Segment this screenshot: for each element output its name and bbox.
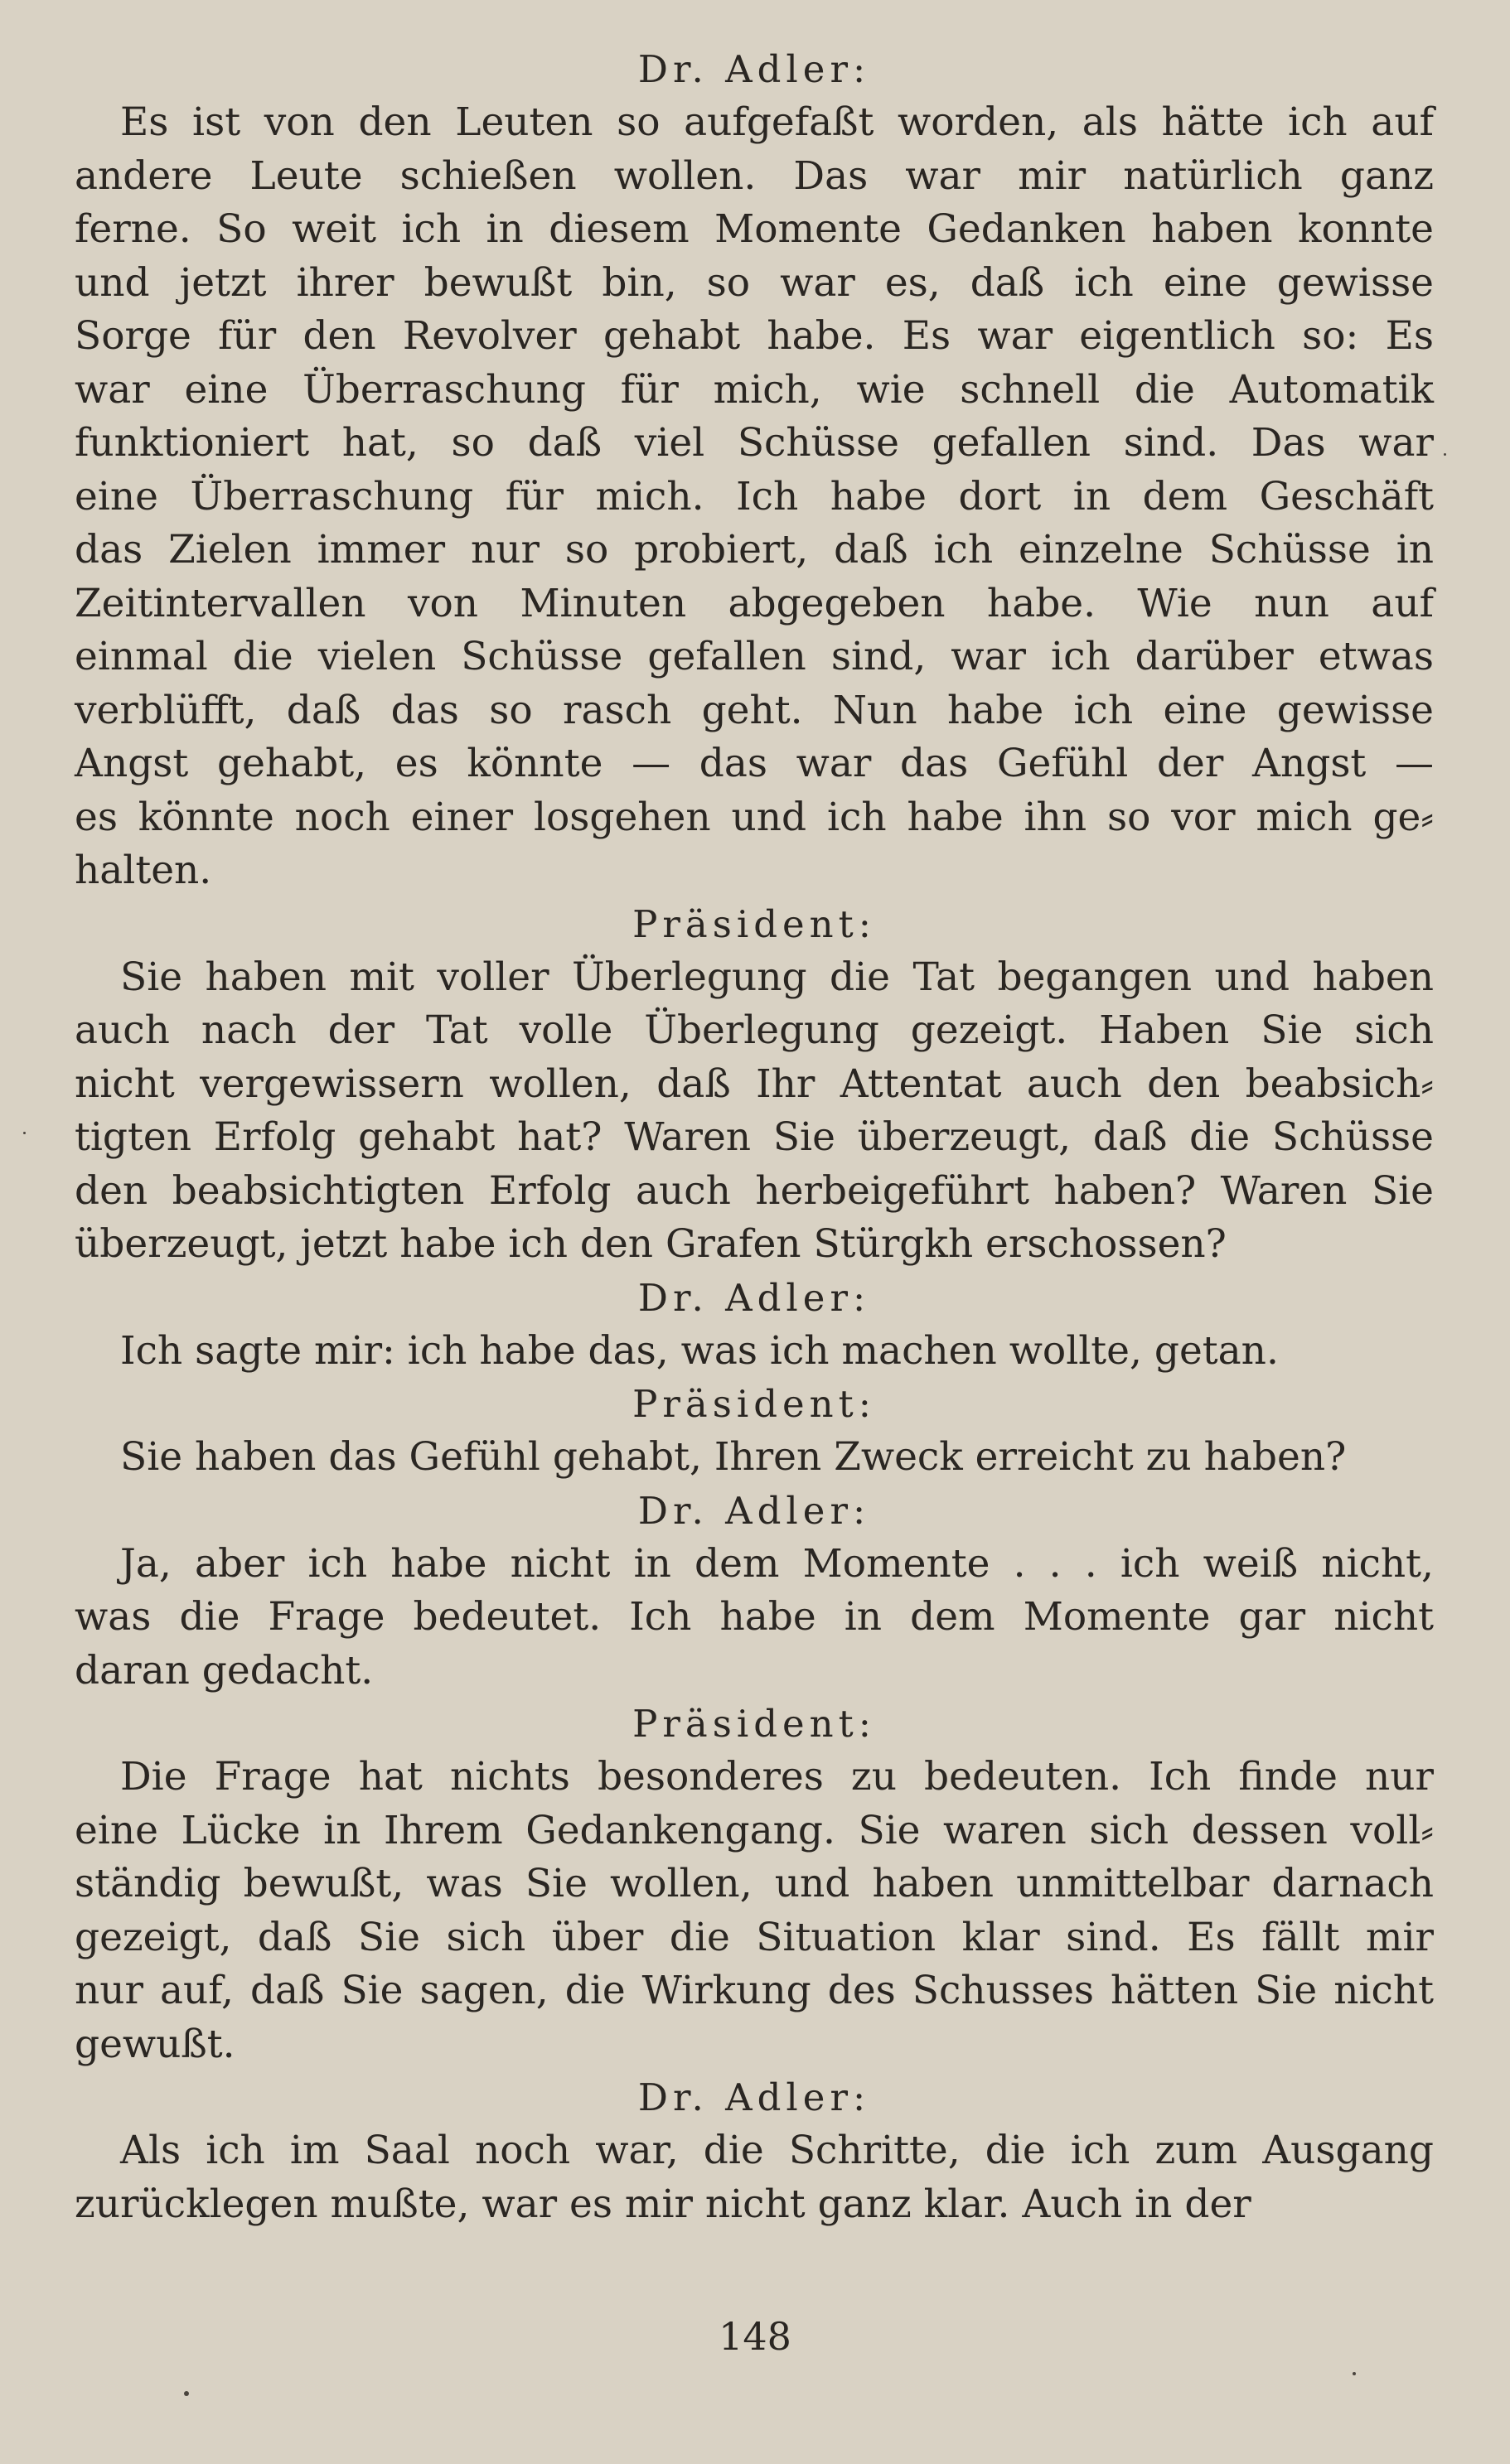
text-line: ständig bewußt, was Sie wollen, und haben unmittelbar darnach [75, 1861, 1434, 1906]
text-line: gewußt. [75, 2021, 235, 2067]
text-line: verblüfft, daß das so rasch geht. Nun habe ich eine gewisse [75, 687, 1434, 733]
speech-paragraph [75, 96, 1434, 898]
text-line: eine Lücke in Ihrem Gedankengang. Sie waren sich dessen voll⸗ [75, 1807, 1434, 1853]
text-line: den beabsichtigten Erfolg auch herbeigeführt haben? Waren Sie [75, 1167, 1434, 1214]
text-line: ferne. So weit ich in diesem Momente Gedanken haben konnte [75, 206, 1434, 252]
text-line: nicht vergewissern wollen, daß Ihr Attentat auch den beabsich⸗ [75, 1060, 1434, 1107]
text-line: Die Frage hat nichts besonderes zu bedeuten. Ich finde nur [120, 1754, 1434, 1800]
text-line: Ja, aber ich habe nicht in dem Momente . . . ich weiß nicht, [120, 1540, 1434, 1587]
ink-speck [1353, 2372, 1356, 2375]
text-line: Es ist von den Leuten so aufgefaßt worden, als hätte ich auf [120, 99, 1434, 145]
text-line: gezeigt, daß Sie sich über die Situation klar sind. Es fällt mir [75, 1914, 1434, 1960]
text-line: eine Überraschung für mich. Ich habe dort in dem Geschäft [75, 473, 1434, 519]
page-number: 148 [719, 2314, 791, 2359]
speaker-heading: Präsident: [632, 1702, 876, 1746]
text-line: Zeitintervallen von Minuten abgegeben habe. Wie nun auf [75, 580, 1434, 626]
text-line: Sie haben mit voller Überlegung die Tat begangen und haben [120, 954, 1434, 1000]
text-line: nur auf, daß Sie sagen, die Wirkung des Schusses hätten Sie nicht [75, 1968, 1434, 2013]
speaker-heading: Präsident: [632, 901, 876, 946]
page-text [75, 43, 1434, 2231]
speech-paragraph [75, 1325, 1434, 1379]
text-line: einmal die vielen Schüsse gefallen sind, war ich darüber etwas [75, 634, 1434, 679]
text-line: halten. [75, 848, 212, 893]
text-line: Sorge für den Revolver gehabt habe. Es war eigentlich so: Es [75, 313, 1434, 359]
speaker-heading: Dr. Adler: [637, 47, 871, 91]
speech-paragraph [75, 1538, 1434, 1698]
text-line: das Zielen immer nur so probiert, daß ich einzelne Schüsse in [75, 527, 1434, 573]
text-line: zurücklegen mußte, war es mir nicht ganz klar. Auch in der [75, 2181, 1251, 2227]
speaker-heading: Dr. Adler: [637, 2075, 871, 2119]
text-line: daran gedacht. [75, 1647, 374, 1693]
ink-speck [1444, 453, 1446, 456]
text-line: tigten Erfolg gehabt hat? Waren Sie überzeugt, daß die Schüsse [75, 1114, 1434, 1160]
text-line: Sie haben das Gefühl gehabt, Ihren Zweck erreicht zu haben? [120, 1434, 1347, 1480]
speech-paragraph [75, 2124, 1434, 2231]
text-line: überzeugt, jetzt habe ich den Grafen Stürgkh erschossen? [75, 1221, 1227, 1267]
text-line: Angst gehabt, es könnte — das war das Gefühl der Angst — [75, 741, 1434, 786]
speaker-heading: Dr. Adler: [637, 1488, 871, 1533]
text-line: war eine Überraschung für mich, wie schnell die Automatik [75, 366, 1434, 413]
text-line: auch nach der Tat volle Überlegung gezeigt. Haben Sie sich [75, 1007, 1434, 1053]
speech-paragraph [75, 1751, 1434, 2071]
text-line: Ich sagte mir: ich habe das, was ich machen wollte, getan. [120, 1327, 1279, 1374]
speech-paragraph [75, 1431, 1434, 1485]
text-line: was die Frage bedeutet. Ich habe in dem Momente gar nicht [75, 1594, 1434, 1640]
text-line: andere Leute schießen wollen. Das war mir natürlich ganz [75, 152, 1434, 199]
ink-speck [184, 2391, 189, 2396]
text-line: es könnte noch einer losgehen und ich habe ihn so vor mich ge⸗ [75, 794, 1434, 840]
speaker-heading: Präsident: [632, 1382, 876, 1426]
text-line: Als ich im Saal noch war, die Schritte, die ich zum Ausgang [120, 2128, 1434, 2173]
text-line: und jetzt ihrer bewußt bin, so war es, daß ich eine gewisse [75, 259, 1434, 306]
speech-paragraph [75, 951, 1434, 1272]
ink-speck [23, 1132, 26, 1134]
text-line: funktioniert hat, so daß viel Schüsse gefallen sind. Das war [75, 420, 1434, 466]
speaker-heading: Dr. Adler: [637, 1275, 871, 1320]
